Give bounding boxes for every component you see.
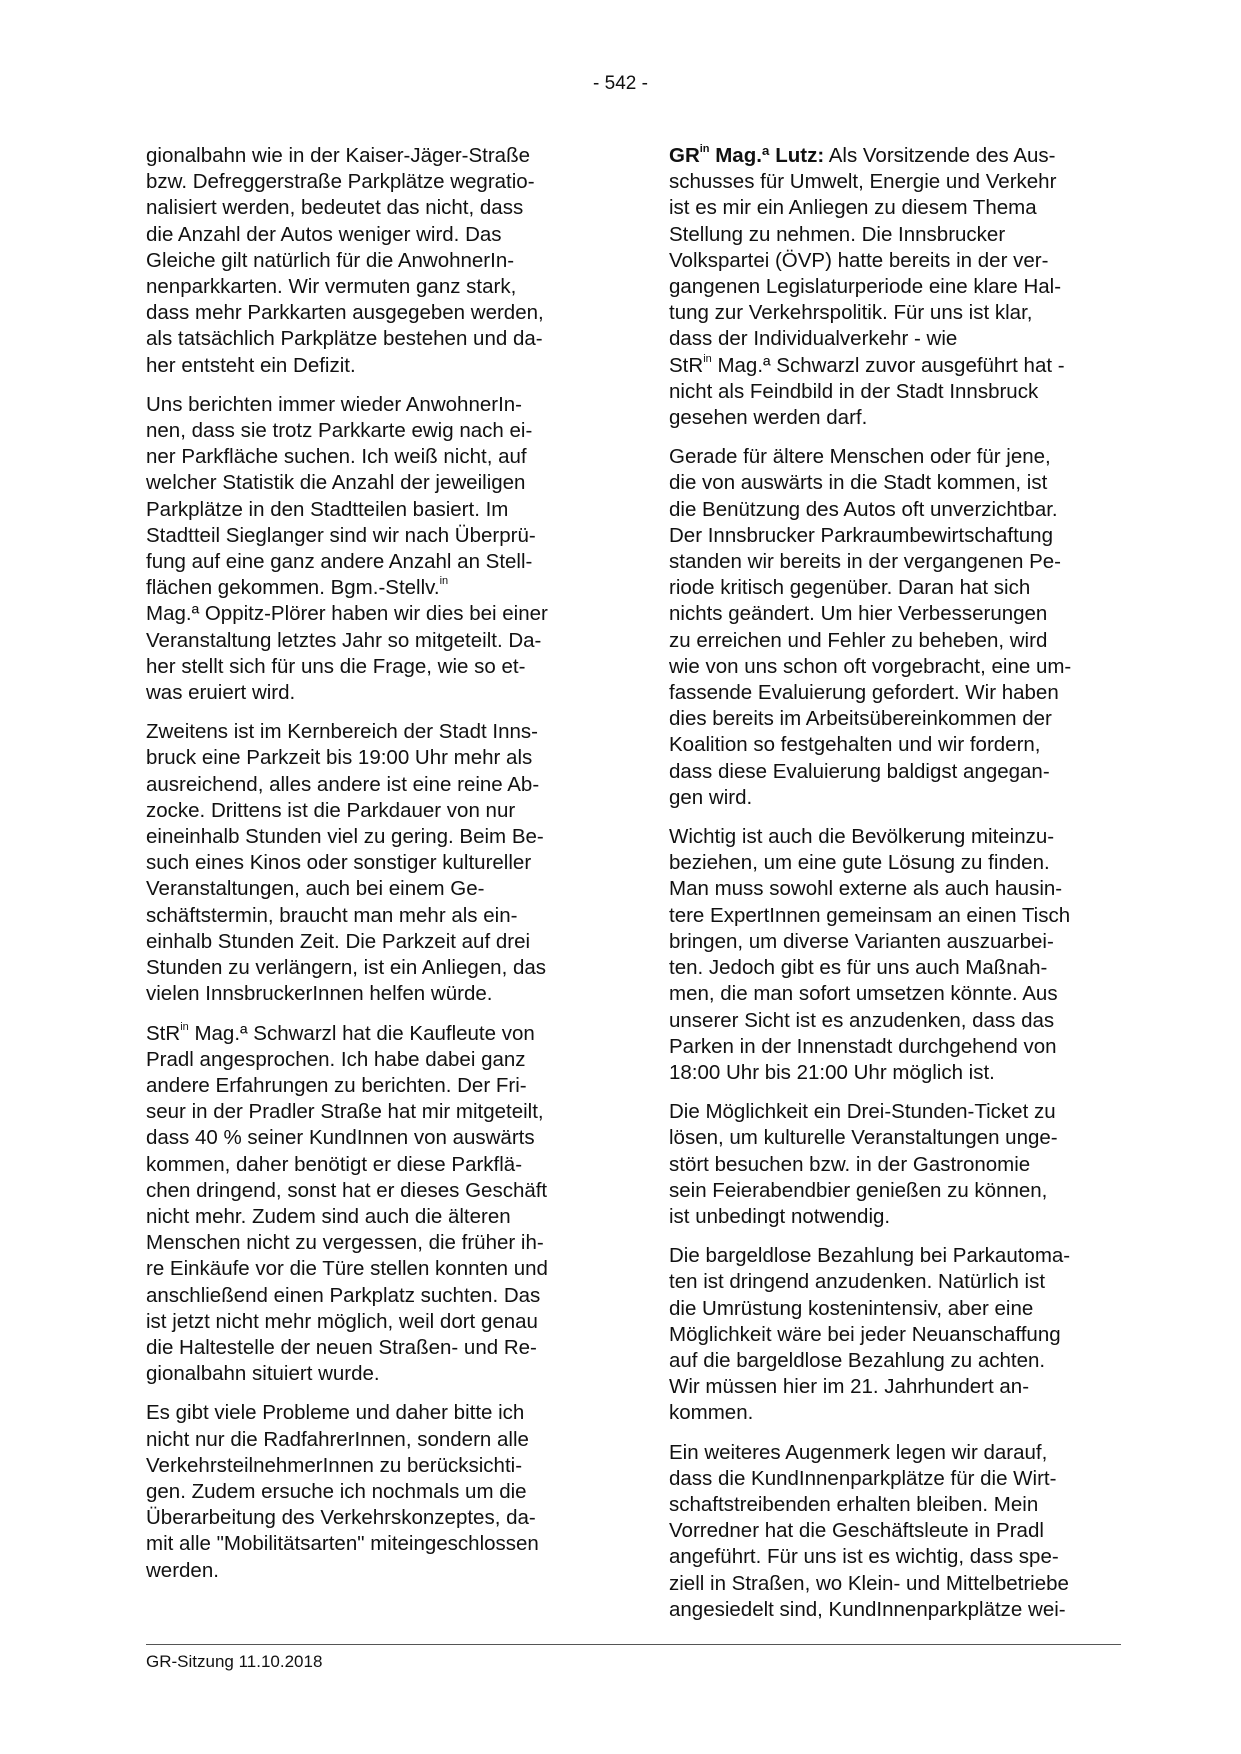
text-line: Vorredner hat die Geschäftsleute in Pradl xyxy=(669,1519,1044,1543)
text-line: eineinhalb Stunden viel zu gering. Beim Be- xyxy=(146,825,544,849)
text-line: Veranstaltung letztes Jahr so mitgeteilt. Da- xyxy=(146,628,542,652)
paragraph xyxy=(146,1021,599,1388)
text-line: stört besuchen bzw. in der Gastronomie xyxy=(669,1152,1031,1176)
text-line: gen. Zudem ersuche ich nochmals um die xyxy=(146,1479,527,1503)
text-line: StR$^{in}$ Mag.ª Schwarzl hat die Kaufleute von xyxy=(146,1020,535,1045)
text-line: men, die man sofort umsetzen könnte. Aus xyxy=(669,982,1058,1006)
text-line: Mag.ª Oppitz-Plörer haben wir dies bei einer xyxy=(146,602,548,626)
text-line: Die Möglichkeit ein Drei-Stunden-Ticket zu xyxy=(669,1100,1056,1124)
text-line: wie von uns schon oft vorgebracht, eine um- xyxy=(669,654,1072,678)
footer-text: GR-Sitzung 11.10.2018 xyxy=(146,1652,323,1671)
text-line: ziell in Straßen, wo Klein- und Mittelbetriebe xyxy=(669,1571,1069,1595)
text-line: bzw. Defreggerstraße Parkplätze wegratio- xyxy=(146,170,535,194)
text-line: Veranstaltungen, auch bei einem Ge- xyxy=(146,877,485,901)
text-line: $GR^{in}$ Mag.ª Lutz: Als Vorsitzende des Aus- xyxy=(669,143,1056,167)
text-line: kommen. xyxy=(669,1401,754,1425)
text-line: ner Parkfläche suchen. Ich weiß nicht, auf xyxy=(146,445,527,469)
text-line: was eruiert wird. xyxy=(146,681,296,705)
superscript: in xyxy=(703,352,712,365)
text-line: dass die KundInnenparkplätze für die Wirt- xyxy=(669,1466,1057,1490)
text-line: gen wird. xyxy=(669,785,753,809)
text-line: tere ExpertInnen gemeinsam an einen Tisch xyxy=(669,903,1071,927)
text-line: her stellt sich für uns die Frage, wie so et- xyxy=(146,654,526,678)
text-line: flächen gekommen. Bgm.-Stellv. xyxy=(146,576,440,600)
text-line: Parkplätze in den Stadtteilen basiert. Im xyxy=(146,497,509,521)
text-line: Überarbeitung des Verkehrskonzeptes, da- xyxy=(146,1506,536,1530)
text-line: auf die bargeldlose Bezahlung zu achten. xyxy=(669,1348,1046,1372)
page-number: - 542 - xyxy=(593,73,648,94)
text-line: gionalbahn wie in der Kaiser-Jäger-Straße xyxy=(146,144,531,167)
text-line: Gleiche gilt natürlich für die AnwohnerIn- xyxy=(146,248,515,272)
text-line: riode kritisch gegenüber. Daran hat sich xyxy=(669,576,1031,600)
text-line: die Anzahl der Autos weniger wird. Das xyxy=(146,222,502,246)
text-line: nichts geändert. Um hier Verbesserungen xyxy=(669,602,1048,626)
text-line: einhalb Stunden Zeit. Die Parkzeit auf drei xyxy=(146,929,531,953)
superscript: in xyxy=(699,143,710,156)
text-line: dass 40 % seiner KundInnen von auswärts xyxy=(146,1126,535,1150)
text-line: angesiedelt sind, KundInnenparkplätze wei- xyxy=(669,1597,1066,1621)
paragraph xyxy=(669,444,1120,811)
text-line: Uns berichten immer wieder AnwohnerIn- xyxy=(146,392,522,416)
text-line: such eines Kinos oder sonstiger kultureller xyxy=(146,851,532,875)
text-line: die von auswärts in die Stadt kommen, ist xyxy=(669,471,1048,495)
text-line: fassende Evaluierung gefordert. Wir haben xyxy=(669,681,1059,705)
superscript: in xyxy=(180,1020,189,1033)
text-line: standen wir bereits in der vergangenen Pe- xyxy=(669,550,1062,574)
text-line: Volkspartei (ÖVP) hatte bereits in der ver- xyxy=(669,248,1049,272)
text-line: dass mehr Parkkarten ausgegeben werden, xyxy=(146,301,544,325)
text-line: werden. xyxy=(146,1558,219,1582)
text-line: StR$^{in}$ Mag.ª Schwarzl zuvor ausgeführt hat - xyxy=(669,352,1065,377)
text-line: kommen, daher benötigt er diese Parkflä- xyxy=(146,1152,523,1176)
text-line: seur in der Pradler Straße hat mir mitgeteilt, xyxy=(146,1100,544,1124)
text-line: gesehen werden darf. xyxy=(669,406,868,430)
text-line: Stadtteil Sieglanger sind wir nach Überprü- xyxy=(146,523,536,547)
text-line: Zweitens ist im Kernbereich der Stadt Inns- xyxy=(146,720,538,744)
text-line: zocke. Drittens ist die Parkdauer von nur xyxy=(146,798,516,822)
text-line: ten ist dringend anzudenken. Natürlich ist xyxy=(669,1270,1046,1294)
text-line: welcher Statistik die Anzahl der jeweiligen xyxy=(146,471,526,495)
paragraph xyxy=(669,1099,1120,1230)
text-line: die Umrüstung kostenintensiv, aber eine xyxy=(669,1296,1034,1320)
text-line: VerkehrsteilnehmerInnen zu berücksichti- xyxy=(146,1453,523,1477)
text-line: andere Erfahrungen zu berichten. Der Fri- xyxy=(146,1073,527,1097)
text-line: Pradl angesprochen. Ich habe dabei ganz xyxy=(146,1047,526,1071)
text-line: Ein weiteres Augenmerk legen wir darauf, xyxy=(669,1440,1048,1464)
right-column xyxy=(669,143,1120,1636)
text-line: beziehen, um eine gute Lösung zu finden. xyxy=(669,851,1050,875)
text-line: ist unbedingt notwendig. xyxy=(669,1204,891,1228)
text-line: Es gibt viele Probleme und daher bitte ich xyxy=(146,1401,525,1425)
text-line: schaftstreibenden erhalten bleiben. Mein xyxy=(669,1492,1039,1516)
text-line: nicht nur die RadfahrerInnen, sondern alle xyxy=(146,1427,529,1451)
text-line: fung auf eine ganz andere Anzahl an Stell- xyxy=(146,550,533,574)
text-line: Der Innsbrucker Parkraumbewirtschaftung xyxy=(669,523,1053,547)
text-line: Gerade für ältere Menschen oder für jene, xyxy=(669,445,1051,469)
text-line: ist jetzt nicht mehr möglich, weil dort genau xyxy=(146,1309,538,1333)
paragraph xyxy=(146,143,599,379)
paragraph xyxy=(146,392,599,706)
text-line: chen dringend, sonst hat er dieses Geschäft xyxy=(146,1178,548,1202)
paragraph xyxy=(669,1440,1120,1623)
text-line: nenparkkarten. Wir vermuten ganz stark, xyxy=(146,275,517,299)
text-line: re Einkäufe vor die Türe stellen konnten und xyxy=(146,1257,548,1281)
text-line: Parken in der Innenstadt durchgehend von xyxy=(669,1034,1057,1058)
left-column xyxy=(146,143,599,1597)
paragraph xyxy=(669,143,1120,431)
text-line: ten. Jedoch gibt es für uns auch Maßnah- xyxy=(669,956,1048,980)
text-line: Die bargeldlose Bezahlung bei Parkautoma- xyxy=(669,1244,1071,1268)
text-line: 18:00 Uhr bis 21:00 Uhr möglich ist. xyxy=(669,1060,995,1084)
text-line: zu erreichen und Fehler zu beheben, wird xyxy=(669,628,1048,652)
text-line: Stellung zu nehmen. Die Innsbrucker xyxy=(669,222,1006,246)
text-line: Wichtig ist auch die Bevölkerung miteinzu- xyxy=(669,825,1055,849)
text-line: vielen InnsbruckerInnen helfen würde. xyxy=(146,982,493,1006)
text-line: angeführt. Für uns ist es wichtig, dass spe- xyxy=(669,1545,1059,1569)
text-line: gangenen Legislaturperiode eine klare Hal- xyxy=(669,275,1062,299)
footer-divider xyxy=(146,1644,1121,1645)
text-line: dies bereits im Arbeitsübereinkommen der xyxy=(669,707,1052,731)
superscript: in xyxy=(439,575,449,588)
text-line: her entsteht ein Defizit. xyxy=(146,353,356,377)
text-line: nicht als Feindbild in der Stadt Innsbruck xyxy=(669,379,1039,403)
text-line: schusses für Umwelt, Energie und Verkehr xyxy=(669,170,1057,194)
text-line: nicht mehr. Zudem sind auch die älteren xyxy=(146,1204,511,1228)
paragraph xyxy=(146,1400,599,1583)
text-line: schäftstermin, braucht man mehr als ein- xyxy=(146,903,518,927)
text-line: bringen, um diverse Varianten auszuarbei- xyxy=(669,929,1054,953)
text-line: Wir müssen hier im 21. Jahrhundert an- xyxy=(669,1375,1030,1399)
paragraph xyxy=(669,1243,1120,1426)
paragraph xyxy=(669,824,1120,1086)
text-line: ausreichend, alles andere ist eine reine Ab- xyxy=(146,772,540,796)
text-line: Stunden zu verlängern, ist ein Anliegen, das xyxy=(146,956,547,980)
text-line: tung zur Verkehrspolitik. Für uns ist klar, xyxy=(669,301,1033,325)
text-line: gionalbahn situiert wurde. xyxy=(146,1362,380,1386)
text-line: sein Feierabendbier genießen zu können, xyxy=(669,1178,1048,1202)
text-line: unserer Sicht ist es anzudenken, dass das xyxy=(669,1008,1055,1032)
text-line: anschließend einen Parkplatz suchten. Das xyxy=(146,1283,541,1307)
text-line: nalisiert werden, bedeutet das nicht, dass xyxy=(146,196,524,220)
text-line: mit alle "Mobilitätsarten" miteingeschlossen xyxy=(146,1532,539,1556)
text-line: Koalition so festgehalten und wir fordern, xyxy=(669,733,1041,757)
text-line: ist es mir ein Anliegen zu diesem Thema xyxy=(669,196,1037,220)
text-line: die Benützung des Autos oft unverzichtbar. xyxy=(669,497,1058,521)
text-line: dass diese Evaluierung baldigst angegan- xyxy=(669,759,1050,783)
text-line: bruck eine Parkzeit bis 19:00 Uhr mehr als xyxy=(146,746,533,770)
text-line: lösen, um kulturelle Veranstaltungen unge- xyxy=(669,1126,1058,1150)
text-line: nen, dass sie trotz Parkkarte ewig nach ei- xyxy=(146,419,533,443)
text-line: dass der Individualverkehr - wie xyxy=(669,327,958,351)
paragraph xyxy=(146,719,599,1007)
text-line: als tatsächlich Parkplätze bestehen und da- xyxy=(146,327,543,351)
text-line: die Haltestelle der neuen Straßen- und Re- xyxy=(146,1335,537,1359)
text-line: Menschen nicht zu vergessen, die früher ih- xyxy=(146,1231,544,1255)
text-line: Möglichkeit wäre bei jeder Neuanschaffung xyxy=(669,1322,1061,1346)
text-line: Man muss sowohl externe als auch hausin- xyxy=(669,877,1063,901)
speaker-name: $GR^{in}$ Mag.ª Lutz: xyxy=(669,143,825,167)
